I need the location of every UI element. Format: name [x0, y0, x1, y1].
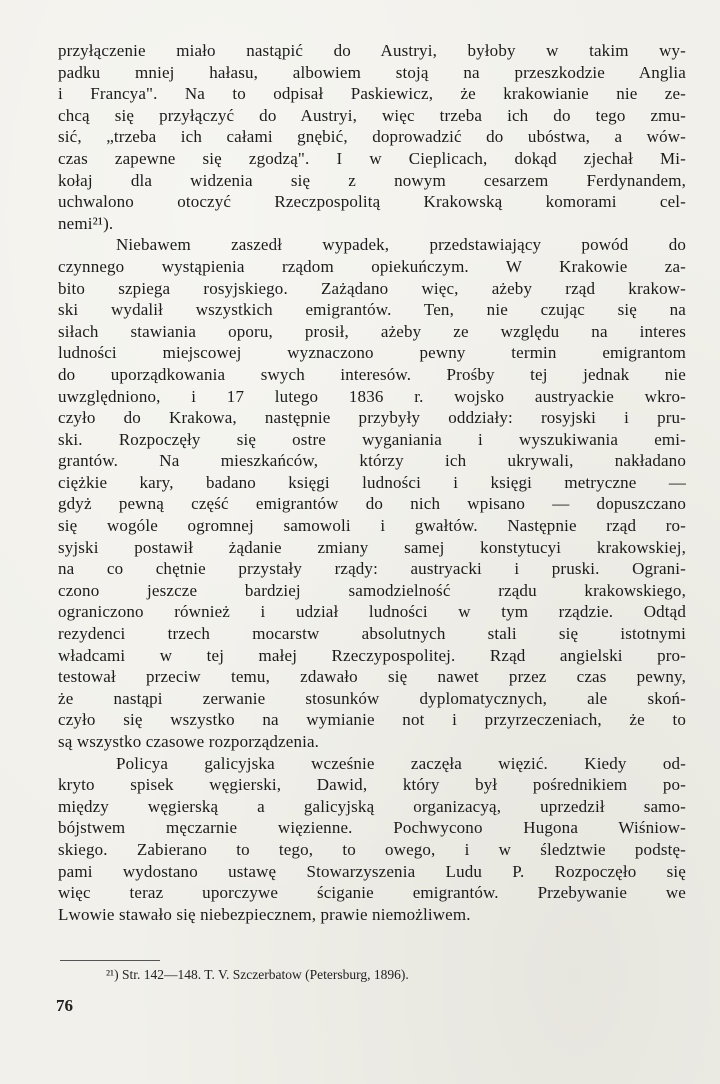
text-line: władcami w tej małej Rzeczypospolitej. Rząd angielski pro-	[58, 645, 686, 665]
page-number: 76	[56, 996, 73, 1015]
text-line: uwzględniono, i 17 lutego 1836 r. wojsko austryackie wkro-	[58, 386, 686, 406]
text-line: padku mniej hałasu, albowiem stoją na przeszkodzie Anglia	[58, 62, 686, 82]
text-line: na co chętnie przystały rządy: austryacki i pruski. Ograni-	[58, 559, 686, 579]
footnote: ²¹) Str. 142—148. T. V. Szczerbatow (Petersburg, 1896).	[106, 967, 409, 982]
text-line: Niebawem zaszedł wypadek, przedstawiający powód do	[116, 235, 686, 255]
text-line: są wszystko czasowe rozporządzenia.	[58, 732, 320, 751]
text-line: rezydenci trzech mocarstw absolutnych stali się istotnymi	[58, 624, 686, 644]
text-line: czynnego wystąpienia rządom opiekuńczym. W Krakowie za-	[58, 256, 686, 276]
text-line: chcą się przyłączyć do Austryi, więc trzeba ich do tego zmu-	[58, 105, 686, 125]
text-line: i Francya". Na to odpisał Paskiewicz, że krakowianie nie ze-	[58, 84, 686, 104]
text-line: przyłączenie miało nastąpić do Austryi, byłoby w takim wy-	[58, 41, 686, 60]
text-line: do uporządkowania swych interesów. Prośby tej jednak nie	[58, 364, 686, 384]
text-line: syjski postawił żądanie zmiany samej konstytucyi krakowskiej,	[58, 537, 686, 557]
text-line: testował przeciw temu, zdawało się nawet przez czas pewny,	[58, 667, 686, 687]
text-line: się wogóle ogromnej samowoli i gwałtów. Następnie rząd ro-	[58, 516, 686, 536]
text-line: gdyż pewną część emigrantów do nich wpisano — dopuszczano	[58, 494, 686, 514]
paragraph-1	[58, 40, 686, 234]
text-line: ski wydalił wszystkich emigrantów. Ten, nie czując się na	[58, 300, 686, 320]
text-line: czyło do Krakowa, następnie przybyły oddziały: rosyjski i pru-	[58, 408, 686, 428]
text-line: uchwalono otoczyć Rzeczpospolitą Krakowską komorami cel-	[58, 192, 686, 212]
text-line: skiego. Zabierano to tego, to owego, i w śledztwie podstę-	[58, 839, 686, 859]
text-line: że nastąpi zerwanie stosunków dyplomatycznych, ale skoń-	[58, 688, 686, 708]
paragraph-3	[58, 753, 686, 926]
body-text	[58, 40, 686, 925]
text-line: czas zapewne się zgodzą". I w Cieplicach, dokąd zjechał Mi-	[58, 148, 686, 168]
text-line: ski. Rozpoczęły się ostre wyganiania i wyszukiwania emi-	[58, 429, 686, 449]
text-line: Lwowie stawało się niebezpiecznem, prawie niemożliwem.	[58, 904, 471, 924]
text-line: między węgierską a galicyjską organizacyą, uprzedził samo-	[58, 796, 686, 816]
text-line: grantów. Na mieszkańców, którzy ich ukrywali, nakładano	[58, 451, 686, 471]
text-line: ludności miejscowej wyznaczono pewny termin emigrantom	[58, 343, 686, 363]
text-line: ciężkie kary, badano księgi ludności i księgi metryczne —	[58, 472, 686, 492]
footnote-divider	[60, 960, 160, 961]
text-line: więc teraz uporczywe ściganie emigrantów. Przebywanie we	[58, 883, 686, 903]
text-line: bójstwem męczarnie więzienne. Pochwycono Hugona Wiśniow-	[58, 818, 686, 838]
text-line: czyło się wszystko na wymianie not i przyrzeczeniach, że to	[58, 710, 686, 730]
text-line: sić, „trzeba ich całami gnębić, doprowadzić do ubóstwa, a wów-	[58, 127, 686, 147]
paragraph-2	[58, 234, 686, 752]
text-line: pami wydostano ustawę Stowarzyszenia Ludu P. Rozpoczęło się	[58, 861, 686, 881]
text-line: kołaj dla widzenia się z nowym cesarzem Ferdynandem,	[58, 170, 686, 190]
text-line: nemi²¹).	[58, 213, 114, 233]
text-line: Policya galicyjska wcześnie zaczęła więzić. Kiedy od-	[116, 753, 686, 773]
text-line: bito szpiega rosyjskiego. Zażądano więc, ażeby rząd krakow-	[58, 278, 686, 298]
text-line: kryto spisek węgierski, Dawid, który był pośrednikiem po-	[58, 775, 686, 795]
text-line: czono jeszcze bardziej samodzielność rządu krakowskiego,	[58, 580, 686, 600]
text-line: siłach stawiania oporu, prosił, ażeby ze względu na interes	[58, 321, 686, 341]
text-line: ograniczono również i udział ludności w tym rządzie. Odtąd	[58, 602, 686, 622]
